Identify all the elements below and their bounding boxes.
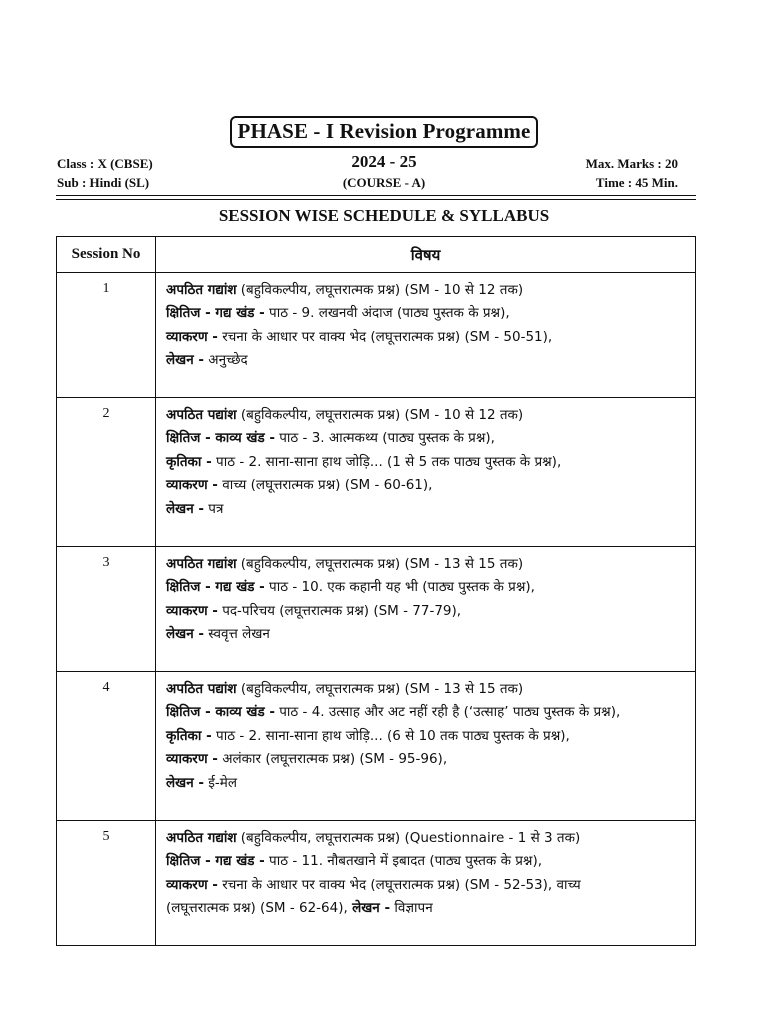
syllabus-topic-label: अपठित गद्यांश [166,282,237,298]
title-wrap [0,116,768,148]
schedule-title: SESSION WISE SCHEDULE & SYLLABUS [218,206,550,225]
table-body [57,273,696,946]
syllabus-topic-label: क्षितिज - गद्य खंड - [166,853,265,870]
syllabus-topic-label: अपठित पद्यांश [166,407,237,423]
syllabus-topic-label: कृतिका - [166,727,212,744]
syllabus-topic-label: क्षितिज - काव्य खंड - [166,430,275,447]
syllabus-detail: (बहुविकल्पीय, लघूत्तरात्मक प्रश्न) (Questionnaire - 1 से 3 तक) [236,830,581,846]
syllabus-topic-label: अपठित गद्यांश [166,830,237,846]
syllabus-topic-label: लेखन - [166,626,204,643]
syllabus-detail: पाठ - 2. साना-साना हाथ जोड़ि... (1 से 5 तक पाठ्य पुस्तक के प्रश्न), [211,453,562,470]
column-header-subject: विषय [156,237,696,273]
syllabus-line [166,553,689,576]
syllabus-topic-label: लेखन - [166,774,204,791]
syllabus-line [166,725,689,748]
syllabus-detail: पाठ - 4. उत्साह और अट नहीं रही है (‘उत्साह’ पाठ्य पुस्तक के प्रश्न), [274,704,621,721]
header-rule-top [56,195,696,196]
syllabus-line [166,623,689,646]
session-syllabus [156,547,696,672]
session-syllabus [156,672,696,821]
syllabus-detail: पाठ - 2. साना-साना हाथ जोड़ि... (6 से 10 तक पाठ्य पुस्तक के प्रश्न), [211,727,570,744]
syllabus-topic-label: व्याकरण - [166,876,218,893]
syllabus-topic-label: लेखन - [166,352,204,369]
syllabus-line [166,874,689,897]
syllabus-topic-label: क्षितिज - काव्य खंड - [166,704,275,721]
syllabus-detail: (बहुविकल्पीय, लघूत्तरात्मक प्रश्न) (SM - 13 से 15 तक) [236,556,524,572]
syllabus-line [166,600,689,623]
syllabus-topic-label: व्याकरण - [166,602,218,619]
syllabus-line [166,474,689,497]
table-row [57,821,696,946]
table-row [57,547,696,672]
session-year: 2024 - 25 [351,152,417,171]
syllabus-topic-label: लेखन - [166,500,204,517]
syllabus-topic-label: क्षितिज - गद्य खंड - [166,305,265,322]
syllabus-detail: (बहुविकल्पीय, लघूत्तरात्मक प्रश्न) (SM - 10 से 12 तक) [236,407,524,423]
syllabus-line [166,897,689,920]
column-header-session: Session No [57,237,156,273]
syllabus-line [166,279,689,302]
syllabus-detail: पाठ - 10. एक कहानी यह भी (पाठ्य पुस्तक के प्रश्न), [264,579,535,596]
session-syllabus [156,273,696,398]
syllabus-topic-label: कृतिका - [166,453,212,470]
syllabus-detail: स्ववृत्त लेखन [204,626,270,643]
syllabus-line [166,326,689,349]
syllabus-detail: अनुच्छेद [204,352,248,369]
syllabus-detail: वाच्य (लघूत्तरात्मक प्रश्न) (SM - 60-61), [217,477,433,494]
syllabus-line [166,678,689,701]
syllabus-topic-label: अपठित पद्यांश [166,681,237,697]
syllabus-topic-label: अपठित गद्यांश [166,556,237,572]
syllabus-line [166,576,689,599]
session-syllabus [156,821,696,946]
session-syllabus [156,398,696,547]
syllabus-line [166,451,689,474]
class-label: Class : X (CBSE) [57,156,153,171]
course-label: (COURSE - A) [342,175,426,190]
schedule-table [56,236,696,946]
table-row [57,672,696,821]
syllabus-line [166,701,689,724]
syllabus-topic-label: व्याकरण - [166,477,218,494]
syllabus-detail: पाठ - 3. आत्मकथ्य (पाठ्य पुस्तक के प्रश्न), [274,430,495,447]
syllabus-line [166,827,689,850]
session-number: 1 [57,273,156,398]
page-title: PHASE - I Revision Programme [230,116,539,148]
syllabus-line [166,850,689,873]
table-header-row [57,237,696,273]
syllabus-topic-label: व्याकरण - [166,751,218,768]
time-label: Time : 45 Min. [595,175,678,190]
syllabus-topic-label: व्याकरण - [166,328,218,345]
max-marks-label: Max. Marks : 20 [585,156,678,171]
syllabus-detail: पद-परिचय (लघूत्तरात्मक प्रश्न) (SM - 77-79), [217,602,462,619]
syllabus-line [166,302,689,325]
syllabus-line [166,349,689,372]
subject-label: Sub : Hindi (SL) [57,175,150,190]
syllabus-detail: पत्र [204,500,224,517]
syllabus-topic-label: लेखन - [352,900,391,917]
table-row [57,273,696,398]
header-rule-bottom [56,199,696,200]
syllabus-line [166,772,689,795]
syllabus-detail: विज्ञापन [390,900,433,917]
syllabus-topic-label: क्षितिज - गद्य खंड - [166,579,265,596]
syllabus-detail: (बहुविकल्पीय, लघूत्तरात्मक प्रश्न) (SM - 10 से 12 तक) [236,282,524,298]
syllabus-detail: पाठ - 9. लखनवी अंदाज (पाठ्य पुस्तक के प्रश्न), [264,305,510,322]
syllabus-detail: रचना के आधार पर वाक्य भेद (लघूत्तरात्मक प्रश्न) (SM - 52-53), वाच्य [217,876,581,893]
syllabus-detail: अलंकार (लघूत्तरात्मक प्रश्न) (SM - 95-96), [217,751,448,768]
syllabus-detail: (लघूत्तरात्मक प्रश्न) (SM - 62-64), [166,900,353,917]
session-number: 4 [57,672,156,821]
session-number: 3 [57,547,156,672]
syllabus-line [166,404,689,427]
syllabus-detail: (बहुविकल्पीय, लघूत्तरात्मक प्रश्न) (SM - 13 से 15 तक) [236,681,524,697]
syllabus-detail: ई-मेल [204,774,238,791]
syllabus-line [166,748,689,771]
session-number: 5 [57,821,156,946]
syllabus-detail: रचना के आधार पर वाक्य भेद (लघूत्तरात्मक प्रश्न) (SM - 50-51), [217,328,553,345]
syllabus-line [166,498,689,521]
table-row [57,398,696,547]
syllabus-detail: पाठ - 11. नौबतखाने में इबादत (पाठ्य पुस्तक के प्रश्न), [264,853,543,870]
session-number: 2 [57,398,156,547]
syllabus-line [166,427,689,450]
